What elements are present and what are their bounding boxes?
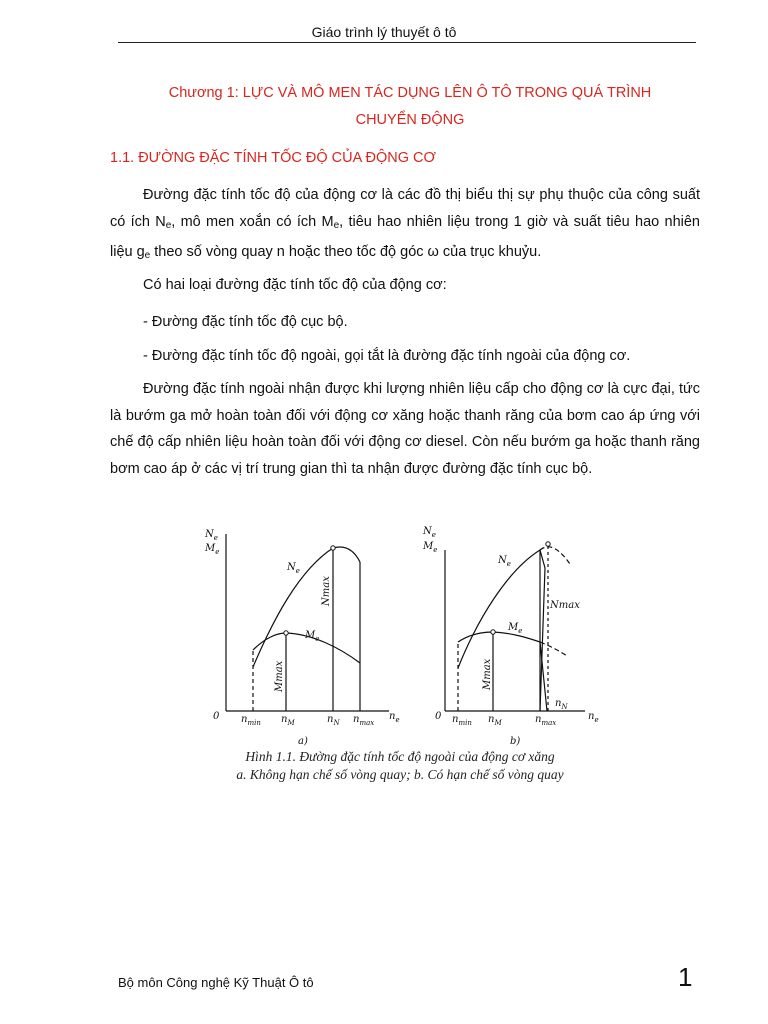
panel-a-tick-nm: $n_M$ [281,714,295,727]
footer-department: Bộ môn Công nghệ Kỹ Thuật Ô tô [118,975,314,990]
figure-caption [130,748,670,784]
subscript: e [165,219,172,231]
panel-b-me-curve-label: $M_e$ [508,622,523,635]
paragraph-text: theo số vòng quay n hoặc theo tốc độ góc ω của trục khuỷu. [150,244,542,260]
panel-a-ne-curve-label: $N_e$ [287,562,300,575]
panel-a-origin: 0 [213,711,220,722]
panel-b-nmax-label: Nmax [550,600,580,611]
panel-a-label: a) [298,736,308,747]
panel-a-me-curve-label: $M_e$ [305,630,320,643]
panel-b-ne-curve [458,550,545,711]
figure-engine-speed-characteristics [195,520,615,755]
paragraph-definition [110,182,700,270]
panel-b-y-label-ne: $N_e$ [423,526,436,539]
panel-b-me-extension [540,642,567,656]
panel-b-me-max-point [491,630,495,634]
section-heading: 1.1. ĐƯỜNG ĐẶC TÍNH TỐC ĐỘ CỦA ĐỘNG CƠ [110,150,436,166]
panel-a-x-label: $n_e$ [389,711,400,724]
caption-line-1: Hình 1.1. Đường đặc tính tốc độ ngoài của động cơ xăng [245,749,555,764]
list-item-local-curve: - Đường đặc tính tốc độ cục bộ. [143,314,348,330]
chapter-title [110,80,710,134]
caption-line-2: a. Không hạn chế số vòng quay; b. Có hạn chế số vòng quay [236,767,564,782]
panel-a-me-max-point [284,631,288,635]
panel-b-ne-extension [540,547,570,564]
panel-b-ne-curve-label: $N_e$ [498,555,511,568]
panel-b-tick-nmax: $n_{max}$ [535,714,557,727]
paragraph-text: , mô men xoắn có ích M [171,213,334,230]
panel-b-y-label-me: $M_e$ [423,541,438,554]
subscript: e [144,250,151,261]
panel-a-y-label-ne: $N_e$ [205,529,218,542]
panel-a-ne-max-point [331,546,335,550]
paragraph-text: , tiêu hao nhiên liệu trong 1 giờ và suất tiêu hao nhiên liệu g [110,213,700,260]
page-number: 1 [678,962,693,992]
paragraph-text: Đường đặc tính tốc độ của động cơ là các đồ thị biểu thị sự phụ thuộc của công suất có ích N [110,187,700,230]
list-item-external-curve: - Đường đặc tính tốc độ ngoài, gọi tắt là đường đặc tính ngoài của động cơ. [143,348,631,364]
chapter-title-line-2: CHUYỂN ĐỘNG [355,112,465,128]
panel-b-mmax-label: Mmax [482,658,493,690]
chapter-title-line-1: Chương 1: LỰC VÀ MÔ MEN TÁC DỤNG LÊN Ô TÔ TRONG QUÁ TRÌNH [168,85,652,101]
panel-b-origin: 0 [435,711,442,722]
panel-b-label: b) [510,736,521,747]
paragraph-external-curve-explanation: Đường đặc tính ngoài nhận được khi lượng nhiên liệu cấp cho động cơ là cực đại, tức là bướm ga mở hoàn toàn đối với động cơ xăng hoặc thanh răng của bơm cao áp ứng với chế độ cấp nhiên liệu hoàn toàn đối với động cơ diesel. Còn nếu bướm ga hoặc thanh răng bơm cao áp ở các vị trí trung gian thì ta nhận được đường đặc tính cục bộ. [110,381,700,477]
panel-a-diagram [226,534,389,711]
panel-b-tick-nmin: $n_{min}$ [452,714,472,727]
panel-a-nmax-label: Nmax [321,576,332,606]
panel-b-tick-nm: $n_M$ [488,714,502,727]
panel-a-y-label-me: $M_e$ [205,543,220,556]
panel-a-mmax-label: Mmax [274,660,285,692]
panel-a-tick-nmin: $n_{min}$ [241,714,261,727]
panel-b-tick-nn: $n_N$ [555,698,568,711]
panel-b-x-label: $n_e$ [588,711,599,724]
paragraph-types-intro: Có hai loại đường đặc tính tốc độ của động cơ: [143,277,447,293]
panel-b-ne-max-point [546,542,550,546]
panel-a-tick-nmax: $n_{max}$ [353,714,375,727]
panel-a-tick-nn: $n_N$ [327,714,340,727]
header-rule [118,42,696,43]
page-header-title: Giáo trình lý thuyết ô tô [311,24,457,40]
figure-svg [195,520,615,755]
subscript: e [333,219,340,231]
panel-a-ne-curve [253,547,360,667]
panel-b-me-curve [458,632,547,711]
